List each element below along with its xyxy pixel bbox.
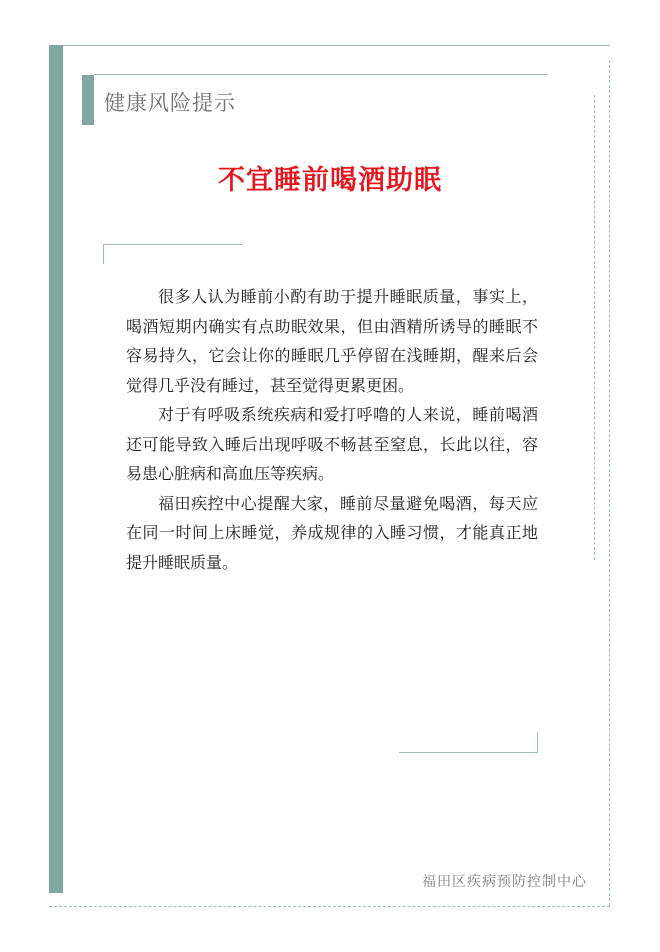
corner-bracket-bottom-right (399, 752, 538, 753)
corner-bracket-top-left (103, 244, 242, 245)
corner-bracket-bottom-right-vertical (537, 732, 538, 752)
corner-bracket-top-left-vertical (103, 244, 104, 264)
bottom-dashed-border (49, 906, 610, 907)
article-body (126, 282, 538, 577)
top-border-line (63, 45, 610, 46)
paragraph: 福田疾控中心提醒大家，睡前尽量避免喝酒，每天应在同一时间上床睡觉，养成规律的入睡习惯，才能真正地提升睡眠质量。 (126, 493, 538, 572)
footer-organization: 福田区疾病预防控制中心 (422, 874, 587, 890)
section-label: 健康风险提示 (104, 91, 236, 115)
page-title: 不宜睡前喝酒助眠 (218, 165, 442, 196)
section-label-rule (94, 74, 548, 75)
section-label-accent (82, 75, 94, 125)
paragraph: 很多人认为睡前小酌有助于提升睡眠质量，事实上，喝酒短期内确实有点助眠效果，但由酒精所诱导的睡眠不容易持久，它会让你的睡眠几乎停留在浅睡期，醒来后会觉得几乎没有睡过，甚至觉得更累更困。 (126, 287, 538, 395)
paragraph: 对于有呼吸系统疾病和爱打呼噜的人来说，睡前喝酒还可能导致入睡后出现呼吸不畅甚至窒息，长此以往，容易患心脏病和高血压等疾病。 (126, 405, 538, 483)
